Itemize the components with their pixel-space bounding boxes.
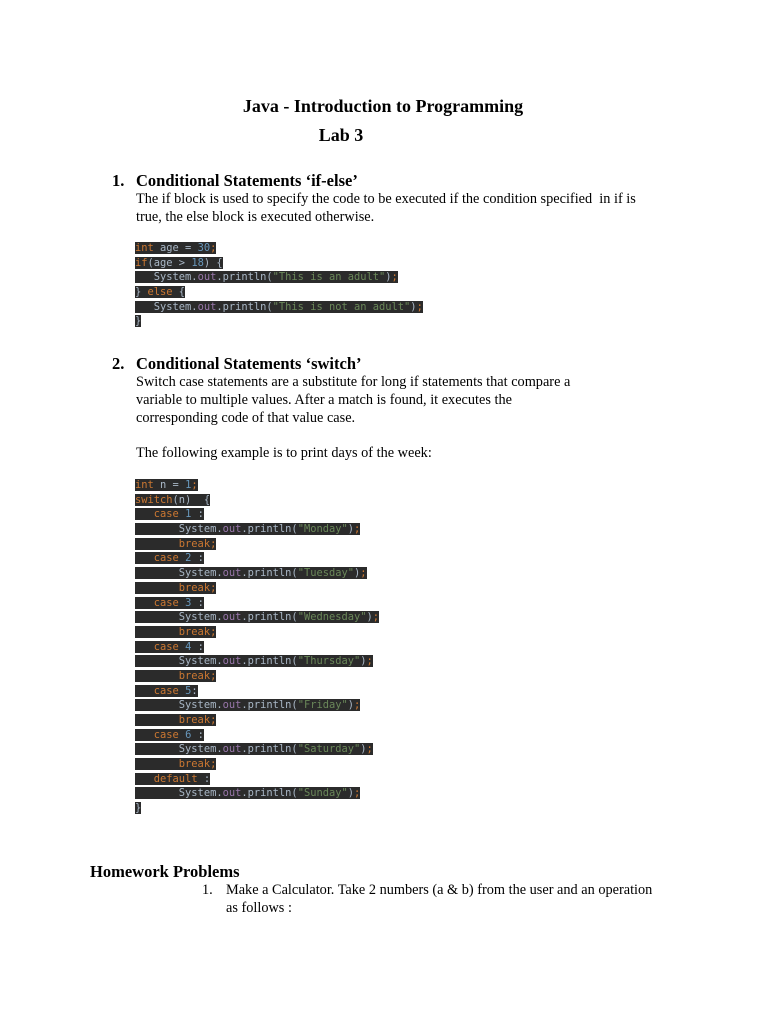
code-token: 18 <box>191 256 204 269</box>
code-token: 30 <box>197 242 211 254</box>
code-line <box>135 772 379 787</box>
code-line <box>135 493 379 508</box>
code-token: case <box>153 552 186 565</box>
code-token: System. <box>135 699 223 712</box>
code-token: : <box>203 772 211 785</box>
section-1-number: 1. <box>112 171 125 190</box>
code-token: int <box>135 242 161 254</box>
code-token: ) <box>360 655 367 668</box>
document-title: Java - Introduction to Programming <box>242 96 524 116</box>
code-token: ) <box>347 787 354 800</box>
code-token: "Friday" <box>297 699 348 712</box>
code-token: out <box>222 567 242 580</box>
code-line <box>135 786 379 801</box>
code-line <box>135 742 379 757</box>
code-token: if <box>135 256 148 269</box>
code-line <box>135 566 379 581</box>
code-token: "Sunday" <box>297 787 348 800</box>
code-token: } <box>135 315 142 328</box>
code-token: ) <box>360 743 367 756</box>
code-token: : <box>197 508 204 521</box>
code-token: System. <box>135 611 223 624</box>
code-token: "Monday" <box>297 523 348 536</box>
code-token: ; <box>366 655 373 668</box>
homework-item-text: Make a Calculator. Take 2 numbers (a & b) from the user and an operation as follows : <box>226 882 653 916</box>
code-token: 2 <box>185 552 198 565</box>
code-line <box>135 270 423 285</box>
code-token: "Tuesday" <box>297 567 354 580</box>
code-token: "Saturday" <box>297 743 361 756</box>
homework-heading: Homework Problems <box>90 862 240 881</box>
code-token: System. <box>135 743 223 756</box>
code-token: ; <box>354 787 361 800</box>
code-token: case <box>153 596 186 609</box>
code-token: "Wednesday" <box>297 611 367 624</box>
code-token: break; <box>135 758 217 771</box>
code-token: out <box>197 300 217 313</box>
code-token <box>135 508 154 520</box>
code-token: : <box>191 684 198 697</box>
code-token: int <box>135 479 161 491</box>
code-line <box>135 801 379 816</box>
code-token: System. <box>135 271 198 284</box>
code-token <box>135 641 154 653</box>
code-token: ) <box>347 699 354 712</box>
code-token: ; <box>360 567 367 580</box>
code-token: System. <box>135 787 223 800</box>
code-line <box>135 728 379 743</box>
section-2-title: Conditional Statements ‘switch’ <box>136 354 362 373</box>
code-token: (n) { <box>172 493 211 506</box>
code-token: .println( <box>241 611 298 624</box>
code-token: else <box>147 286 179 299</box>
code-token: out <box>222 787 242 800</box>
code-line <box>135 241 423 256</box>
code-token: "Thursday" <box>297 655 361 668</box>
code-token: ) { <box>203 256 223 269</box>
code-line <box>135 625 379 640</box>
code-token: ; <box>354 699 361 712</box>
code-token: System. <box>135 655 223 668</box>
code-token: age = <box>160 242 198 254</box>
code-line <box>135 314 423 329</box>
code-token: : <box>197 640 204 653</box>
section-2-heading <box>112 354 362 374</box>
homework-item-1 <box>202 881 652 917</box>
code-token: .println( <box>241 523 298 536</box>
section-1-text: The if block is used to specify the code to be executed if the condition specified in if is true, the else block is executed otherwise. <box>136 191 636 225</box>
code-token <box>135 597 154 609</box>
code-token: ; <box>354 523 361 536</box>
code-line <box>135 478 379 493</box>
code-line <box>135 537 379 552</box>
code-token: out <box>222 699 242 712</box>
code-token: n = <box>160 479 186 491</box>
code-token: .println( <box>216 271 273 284</box>
code-token: System. <box>135 523 223 536</box>
section-2-example-intro: The following example is to print days of the week: <box>136 445 432 461</box>
code-line <box>135 581 379 596</box>
code-token: "This is an adult" <box>272 271 386 284</box>
code-line <box>135 640 379 655</box>
code-token: .println( <box>241 787 298 800</box>
code-token: System. <box>135 300 198 313</box>
code-token: { <box>178 286 186 299</box>
code-token: .println( <box>216 300 273 313</box>
code-token: : <box>197 552 204 565</box>
code-line <box>135 684 379 699</box>
code-token: : <box>197 728 204 741</box>
code-token: out <box>222 611 242 624</box>
code-line <box>135 610 379 625</box>
code-token: default <box>153 772 204 785</box>
code-token <box>135 685 154 697</box>
code-token: ) <box>354 567 361 580</box>
code-token: } <box>135 286 148 299</box>
code-token: ) <box>410 300 417 313</box>
code-token <box>135 552 154 564</box>
code-token: 5 <box>185 684 192 697</box>
code-line <box>135 757 379 772</box>
code-token: out <box>197 271 217 284</box>
section-2-number: 2. <box>112 354 125 373</box>
code-line <box>135 713 379 728</box>
section-2-text: Switch case statements are a substitute for long if statements that compare a variable to multiple values. After a match is found, it executes the corresponding code of that value case. <box>136 374 571 426</box>
code-token: ; <box>191 479 198 491</box>
code-token: (age > <box>147 256 192 269</box>
code-token: 1 <box>185 508 198 521</box>
code-token: 3 <box>185 596 198 609</box>
code-token: .println( <box>241 743 298 756</box>
code-token: ) <box>347 523 354 536</box>
section-1-title: Conditional Statements ‘if-else’ <box>136 171 358 190</box>
code-token: ; <box>416 300 423 313</box>
code-token: out <box>222 743 242 756</box>
code-token: case <box>153 684 186 697</box>
code-line <box>135 300 423 315</box>
code-token: ; <box>391 271 398 284</box>
code-line <box>135 285 423 300</box>
code-block-switch <box>135 478 379 816</box>
code-token: } <box>135 802 142 815</box>
code-token: out <box>222 655 242 668</box>
code-block-if-else <box>135 241 423 329</box>
code-token: case <box>153 728 186 741</box>
code-line <box>135 698 379 713</box>
code-token: ) <box>366 611 373 624</box>
code-line <box>135 669 379 684</box>
code-token: "This is not an adult" <box>272 300 411 313</box>
code-token: System. <box>135 567 223 580</box>
document-subtitle: Lab 3 <box>318 125 364 145</box>
code-token: ) <box>385 271 392 284</box>
code-token: break; <box>135 625 217 638</box>
code-token: ; <box>210 242 217 254</box>
code-token: : <box>197 596 204 609</box>
code-token: switch <box>135 493 173 506</box>
code-line <box>135 596 379 611</box>
code-token: .println( <box>241 655 298 668</box>
code-token: ; <box>366 743 373 756</box>
code-token: case <box>153 640 186 653</box>
code-token: .println( <box>241 699 298 712</box>
code-token: 1 <box>185 479 192 491</box>
code-line <box>135 507 379 522</box>
code-token: break; <box>135 581 217 594</box>
code-line <box>135 256 423 271</box>
code-line <box>135 522 379 537</box>
code-token: break; <box>135 669 217 682</box>
code-line <box>135 551 379 566</box>
code-token: 4 <box>185 640 198 653</box>
code-token: 6 <box>185 728 198 741</box>
code-token: break; <box>135 714 217 726</box>
section-1-heading <box>112 171 358 191</box>
code-line <box>135 654 379 669</box>
code-token <box>135 729 154 741</box>
code-token: case <box>153 508 186 521</box>
code-token: ; <box>372 611 380 624</box>
homework-item-number: 1. <box>202 882 213 898</box>
code-token: out <box>222 523 242 536</box>
code-token: .println( <box>241 567 298 580</box>
code-token: break; <box>135 537 217 550</box>
code-token <box>135 773 154 785</box>
